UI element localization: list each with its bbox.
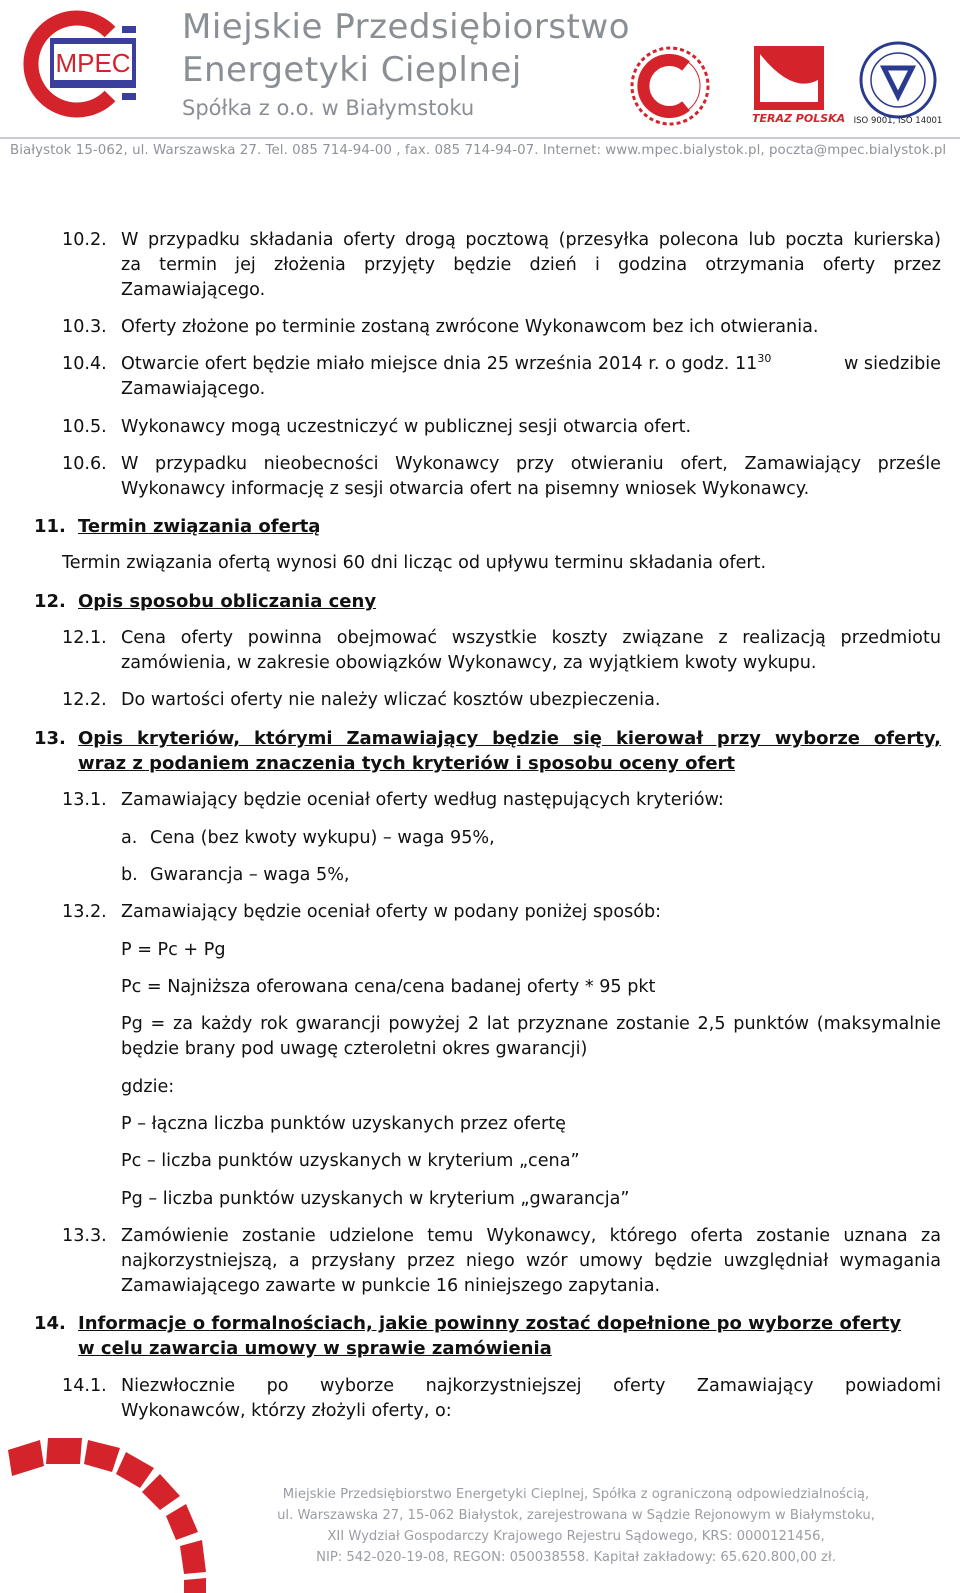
- paragraph-line: Wykonawcy mogą uczestniczyć w publicznej sesji otwarcia ofert.: [121, 417, 692, 437]
- paragraph-line: [121, 352, 941, 377]
- item-number: 12.2.: [62, 690, 107, 710]
- formula-line: będzie brany pod uwagę czteroletni okres gwarancji): [121, 1039, 588, 1059]
- paragraph-line: Wykonawcy informację z sesji otwarcia ofert na pisemny wniosek Wykonawcy.: [121, 479, 810, 499]
- footer-company-info: [256, 1484, 896, 1568]
- opening-date-text: Otwarcie ofert będzie miało miejsce dnia 25 września 2014 r. o godz. 11: [121, 354, 758, 374]
- footer-line: NIP: 542-020-19-08, REGON: 050038558. Kapitał zakładowy: 65.620.800,00 zł.: [316, 1550, 836, 1565]
- paragraph-line: Zamawiającego.: [121, 379, 266, 399]
- section-number: 14.: [34, 1313, 66, 1334]
- paragraph-line: zamówienia, w zakresie obowiązków Wykonawcy, za wyjątkiem kwoty wykupu.: [121, 653, 817, 673]
- item-number: 13.2.: [62, 902, 107, 922]
- section-heading: Opis sposobu obliczania ceny: [78, 591, 377, 612]
- header-divider: [0, 137, 960, 139]
- section-number: 13.: [34, 728, 66, 749]
- section-number: 12.: [34, 591, 66, 612]
- cieplo-systemowe-logo: [628, 44, 712, 128]
- section-heading: wraz z podaniem znaczenia tych kryteriów i sposobu oceny ofert: [78, 753, 736, 774]
- company-name-line1: Miejskie Przedsiębiorstwo: [182, 7, 630, 47]
- definition-line: P – łączna liczba punktów uzyskanych przez ofertę: [121, 1114, 566, 1134]
- item-number: 10.2.: [62, 230, 107, 250]
- list-item: Cena (bez kwoty wykupu) – waga 95%,: [150, 828, 495, 848]
- paragraph-line: gdzie:: [121, 1077, 175, 1097]
- section-heading: w celu zawarcia umowy w sprawie zamówienia: [78, 1338, 552, 1359]
- paragraph-line: najkorzystniejszą, a przysłany przez niego wzór umowy będzie uwzględniał wymagania: [121, 1251, 941, 1271]
- section-heading: Opis kryteriów, którymi Zamawiający będzie się kierował przy wyborze oferty,: [78, 728, 941, 749]
- section-heading: Informacje o formalnościach, jakie powinny zostać dopełnione po wyborze oferty: [78, 1313, 902, 1334]
- item-number: 10.3.: [62, 317, 107, 337]
- item-number: 13.1.: [62, 790, 107, 810]
- formula-line: Pg = za każdy rok gwarancji powyżej 2 lat przyznane zostanie 2,5 punktów (maksymalnie: [121, 1014, 941, 1034]
- paragraph-line: Do wartości oferty nie należy wliczać kosztów ubezpieczenia.: [121, 690, 661, 710]
- item-number: 10.6.: [62, 454, 107, 474]
- teraz-polska-text: TERAZ POLSKA: [752, 112, 846, 125]
- paragraph-line: W przypadku składania oferty drogą pocztową (przesyłka polecona lub poczta kurierska): [121, 230, 941, 250]
- company-name: [182, 6, 630, 124]
- paragraph-line: Niezwłocznie po wyborze najkorzystniejszej oferty Zamawiający powiadomi: [121, 1376, 941, 1396]
- list-item-label: a.: [121, 828, 138, 848]
- opening-place-text: w siedzibie: [843, 354, 941, 374]
- footer-line: XII Wydział Gospodarczy Krajowego Rejestru Sądowego, KRS: 0000121456,: [327, 1529, 825, 1544]
- iso-certificates: ISO 9001, ISO 14001: [853, 116, 943, 126]
- company-name-line3: Spółka z o.o. w Białymstoku: [182, 96, 475, 120]
- paragraph-line: Zamawiający będzie oceniał oferty według następujących kryteriów:: [121, 790, 724, 810]
- item-number: 13.3.: [62, 1226, 107, 1246]
- footer-decorative-arc: [0, 1432, 240, 1593]
- paragraph-line: Wykonawców, którzy złożyli oferty, o:: [121, 1401, 452, 1421]
- list-item-label: b.: [121, 865, 138, 885]
- mpec-logo: [14, 8, 142, 120]
- item-number: 14.1.: [62, 1376, 107, 1396]
- footer-line: ul. Warszawska 27, 15-062 Białystok, zarejestrowana w Sądzie Rejonowym w Białymstoku,: [277, 1508, 875, 1523]
- item-number: 10.4.: [62, 354, 107, 374]
- paragraph-line: Oferty złożone po terminie zostaną zwrócone Wykonawcom bez ich otwierania.: [121, 317, 819, 337]
- section-number: 11.: [34, 516, 66, 537]
- paragraph-line: Zamawiającego zawarte w punkcie 16 niniejszego zapytania.: [121, 1276, 661, 1296]
- company-name-line2: Energetyki Cieplnej: [182, 50, 522, 90]
- item-number: 12.1.: [62, 628, 107, 648]
- paragraph-line: Cena oferty powinna obejmować wszystkie koszty związane z realizacją przedmiotu: [121, 628, 941, 648]
- paragraph-line: Zamawiającego.: [121, 280, 266, 300]
- paragraph-line: W przypadku nieobecności Wykonawcy przy otwieraniu ofert, Zamawiający prześle: [121, 454, 941, 474]
- list-item: Gwarancja – waga 5%,: [150, 865, 350, 885]
- paragraph-line: Zamawiający będzie oceniał oferty w podany poniżej sposób:: [121, 902, 662, 922]
- footer-line: Miejskie Przedsiębiorstwo Energetyki Cieplnej, Spółka z ograniczoną odpowiedzialnością,: [282, 1487, 870, 1502]
- mpec-logo-text: MPEC: [55, 48, 131, 78]
- item-number: 10.5.: [62, 417, 107, 437]
- definition-line: Pc – liczba punktów uzyskanych w kryterium „cena”: [121, 1151, 580, 1171]
- paragraph-line: za termin jej złożenia przyjęty będzie dzień i godzina otrzymania oferty przez: [121, 255, 941, 275]
- formula-line: P = Pc + Pg: [121, 940, 226, 960]
- udt-cert-logo: [858, 40, 938, 120]
- letterhead: [0, 0, 960, 158]
- contact-info: Białystok 15-062, ul. Warszawska 27. Tel. 085 714-94-00 , fax. 085 714-94-07. Internet: www.mpec.bialystok.pl, poczta@mpec.bialystok.pl: [10, 143, 947, 158]
- opening-time-superscript: 30: [757, 352, 772, 365]
- paragraph-line: Zamówienie zostanie udzielone temu Wykonawcy, którego oferta zostanie uznana za: [121, 1226, 941, 1246]
- formula-line: Pc = Najniższa oferowana cena/cena badanej oferty * 95 pkt: [121, 977, 656, 997]
- section-heading: Termin związania ofertą: [78, 516, 321, 537]
- paragraph-line: Termin związania ofertą wynosi 60 dni licząc od upływu terminu składania ofert.: [62, 553, 767, 573]
- definition-line: Pg – liczba punktów uzyskanych w kryterium „gwarancja”: [121, 1189, 630, 1209]
